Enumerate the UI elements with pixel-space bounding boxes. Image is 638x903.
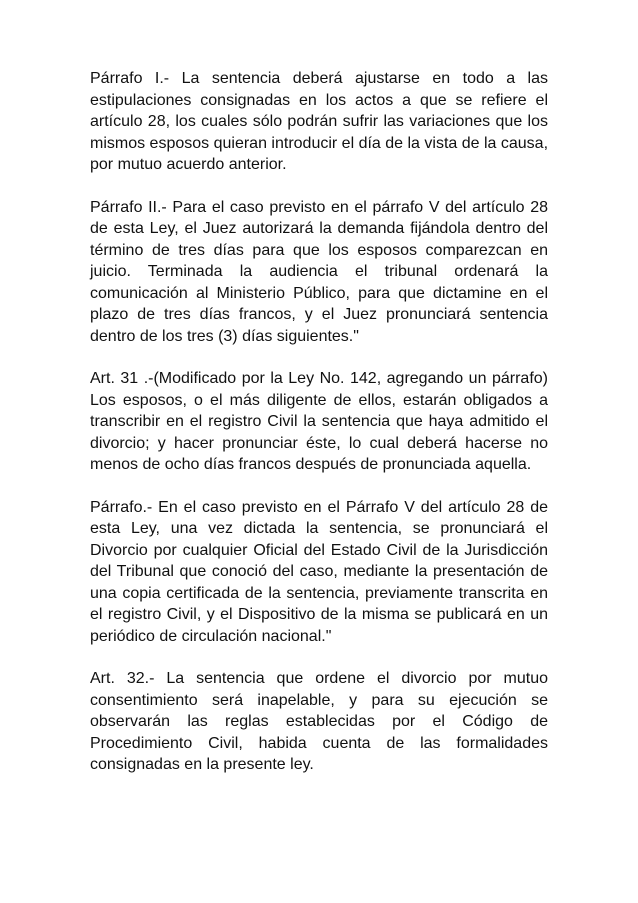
paragraph-parrafo-art-31: Párrafo.- En el caso previsto en el Párrafo V del artículo 28 de esta Ley, una vez dictada la sentencia, se pronunciará el Divorcio por cualquier Oficial del Estado Civil de la Jurisdicción del Tribunal que conoció del caso, mediante la presentación de una copia certificada de la sentencia, previamente transcrita en el registro Civil, y el Dispositivo de la misma se publicará en un periódico de circulación nacional."	[90, 498, 548, 645]
paragraph-art-31: Art. 31 .-(Modificado por la Ley No. 142, agregando un párrafo) Los esposos, o el más diligente de ellos, estarán obligados a transcribir en el registro Civil la sentencia que haya admitido el divorcio; y hacer pronunciar éste, lo cual deberá hacerse no menos de ocho días francos después de pronunciada aquella.	[90, 370, 548, 473]
paragraph-parrafo-i: Párrafo I.- La sentencia deberá ajustarse en todo a las estipulaciones consignadas en los actos a que se refiere el artículo 28, los cuales sólo podrán sufrir las variaciones que los mismos esposos quieran introducir el día de la vista de la causa, por mutuo acuerdo anterior.	[90, 70, 549, 173]
paragraph-parrafo-ii: Párrafo II.- Para el caso previsto en el párrafo V del artículo 28 de esta Ley, el Juez autorizará la demanda fijándola dentro del término de tres días para que los esposos comparezcan en juicio. Terminada la audiencia el tribunal ordenará la comunicación al Ministerio Público, para que dictamine en el plazo de tres días francos, y el Juez pronunciará sentencia dentro de los tres (3) días siguientes."	[90, 198, 548, 345]
document-body	[90, 68, 548, 776]
paragraph-art-32: Art. 32.- La sentencia que ordene el divorcio por mutuo consentimiento será inapelable, y para su ejecución se observarán las reglas establecidas por el Código de Procedimiento Civil, habida cuenta de las formalidades consignadas en la presente ley.	[90, 670, 548, 773]
